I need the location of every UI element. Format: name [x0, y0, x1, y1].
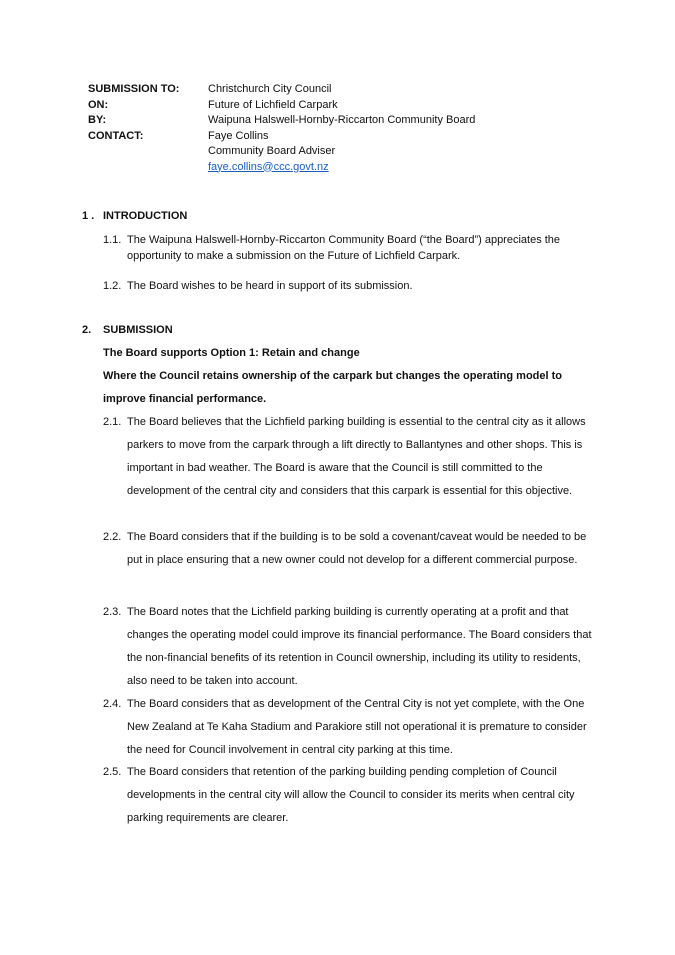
paragraph-2-5: [103, 761, 603, 830]
paragraph-text: The Board considers that retention of the parking building pending completion of Council developments in the central city will allow the Council to consider its merits when central city parking requirements are clearer.: [127, 766, 575, 824]
paragraph-number: 2.4.: [103, 698, 122, 710]
header-row: [88, 113, 475, 129]
supported-option-line: The Board supports Option 1: Retain and change: [103, 347, 360, 359]
paragraph-1-2: [103, 279, 603, 295]
option-description-line: improve financial performance.: [103, 393, 267, 405]
paragraph-number: 1.1.: [103, 234, 122, 246]
paragraph-text: The Board wishes to be heard in support of its submission.: [127, 280, 413, 292]
paragraph-2-1: [103, 411, 603, 503]
header-row: [88, 160, 475, 176]
contact-email-link[interactable]: faye.collins@ccc.govt.nz: [208, 160, 329, 173]
header-row: [88, 82, 475, 98]
section-title: INTRODUCTION: [103, 210, 188, 222]
header-value: Faye Collins: [208, 129, 269, 142]
paragraph-number: 2.5.: [103, 766, 122, 778]
option-description-line: Where the Council retains ownership of the carpark but changes the operating model to: [103, 370, 563, 382]
section-number: 1 .: [82, 210, 95, 222]
paragraph-text: The Board notes that the Lichfield parking building is currently operating at a profit and that changes the operating model could improve its financial performance. The Board considers that the non-financial benefits of its retention in Council ownership, including its utility to residents, also need to be taken into account.: [127, 606, 592, 687]
header-value: Christchurch City Council: [208, 83, 332, 95]
paragraph-2-2: [103, 526, 603, 572]
header-row: [88, 144, 475, 160]
section-title: SUBMISSION: [103, 324, 173, 336]
header-value: Future of Lichfield Carpark: [208, 98, 338, 111]
paragraph-text: The Board believes that the Lichfield parking building is essential to the central city as it allows parkers to move from the carpark through a lift directly to Ballantynes and other shops. This is important in bad weather. The Board is aware that the Council is still committed to the development of the central city and considers that this carpark is essential for this objective.: [127, 416, 586, 497]
header-label: [88, 160, 208, 176]
section-number: 2.: [82, 324, 92, 336]
paragraph-2-3: [103, 601, 603, 693]
paragraph-text: The Waipuna Halswell-Hornby-Riccarton Community Board (“the Board”) appreciates the opportunity to make a submission on the Future of Lichfield Carpark.: [127, 234, 561, 262]
header-label: SUBMISSION TO:: [88, 83, 180, 95]
header-row: [88, 98, 475, 114]
paragraph-number: 2.1.: [103, 416, 122, 428]
header-label: BY:: [88, 114, 107, 126]
submission-header: [88, 82, 475, 175]
header-label: CONTACT:: [88, 129, 144, 142]
paragraph-2-4: [103, 693, 603, 762]
paragraph-1-1: [103, 233, 603, 264]
paragraph-number: 2.3.: [103, 606, 122, 618]
header-label: [88, 144, 208, 160]
header-row: [88, 129, 475, 145]
header-value: Community Board Adviser: [208, 145, 336, 157]
section-heading-introduction: [82, 210, 187, 222]
paragraph-number: 1.2.: [103, 280, 122, 292]
section-heading-submission: [82, 324, 173, 336]
header-label: ON:: [88, 98, 109, 111]
paragraph-number: 2.2.: [103, 531, 122, 543]
paragraph-text: The Board considers that as development of the Central City is not yet complete, with the One New Zealand at Te Kaha Stadium and Parakiore still not operational it is premature to consider the need for Council involvement in central city parking at this time.: [127, 698, 587, 756]
paragraph-text: The Board considers that if the building is to be sold a covenant/caveat would be needed to be put in place ensuring that a new owner could not develop for a different commercial purpose.: [127, 531, 587, 566]
header-value: Waipuna Halswell-Hornby-Riccarton Community Board: [208, 114, 476, 126]
